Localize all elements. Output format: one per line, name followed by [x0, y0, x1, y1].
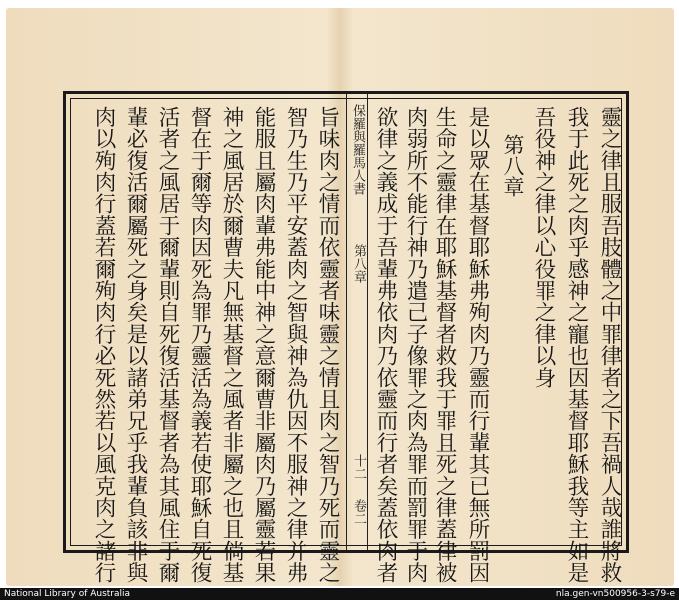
spine-title: 保羅與羅馬人書: [350, 104, 365, 195]
text-column: 我于此死之肉乎感神之寵也因基督耶穌我等主如是: [564, 106, 589, 584]
text-column: 吾役神之律以心役罪之律以身: [531, 106, 556, 389]
text-column: 督在于爾等肉因死為罪乃靈活為義若使耶穌自死復: [187, 106, 212, 584]
text-column: 靈之律且服吾肢體之中罪律者之下吾禍人哉誰將救: [597, 106, 622, 584]
footer-identifier: nla.gen-vn500956-3-s79-e: [555, 589, 675, 599]
text-column: 神之風居於爾曹夫凡無基督之風者非屬之也且倘基: [219, 106, 244, 584]
footer-bar: [0, 588, 679, 600]
scanned-page: [6, 8, 674, 586]
text-column: 欲律之義成于吾輩弗依肉乃依靈而行者矣蓋依肉者: [373, 106, 398, 584]
spine-chapter: 第八章: [351, 244, 366, 283]
text-column: 智乃生乃平安蓋肉之智與神為仇因不服神之律并弗: [283, 106, 308, 584]
text-column: 生命之靈律在耶穌基督者救我于罪且死之律蓋律被: [432, 106, 457, 584]
text-frame: [63, 91, 629, 584]
text-column: 肉弱所不能行神乃遣己子像罪之肉為罪而罰罪于肉: [403, 106, 428, 584]
spine-page-number: 十二: [351, 454, 366, 480]
chapter-heading: 第八章: [501, 134, 525, 197]
text-column: 是以眾在基督耶穌弗殉肉乃靈而行輩其已無所罰因: [465, 106, 490, 584]
text-column: 肉以殉肉行蓋若爾殉肉行必死然若以風克肉之諸行: [91, 106, 116, 584]
footer-credit: National Library of Australia: [4, 589, 131, 599]
text-column: 活者之風居于爾輩則自死復活基督者為其風住于爾: [155, 106, 180, 584]
text-column: 旨味肉之情而依靈者味靈之情且肉之智乃死而靈之: [315, 106, 340, 584]
spine-volume: 卷二: [351, 499, 366, 525]
text-column: 輩必復活爾屬死之身矣是以諸弟兄乎我輩負該非與: [123, 106, 148, 584]
text-column: 能服且屬肉輩弗能中神之意爾曹非屬肉乃屬靈若果: [251, 106, 276, 584]
